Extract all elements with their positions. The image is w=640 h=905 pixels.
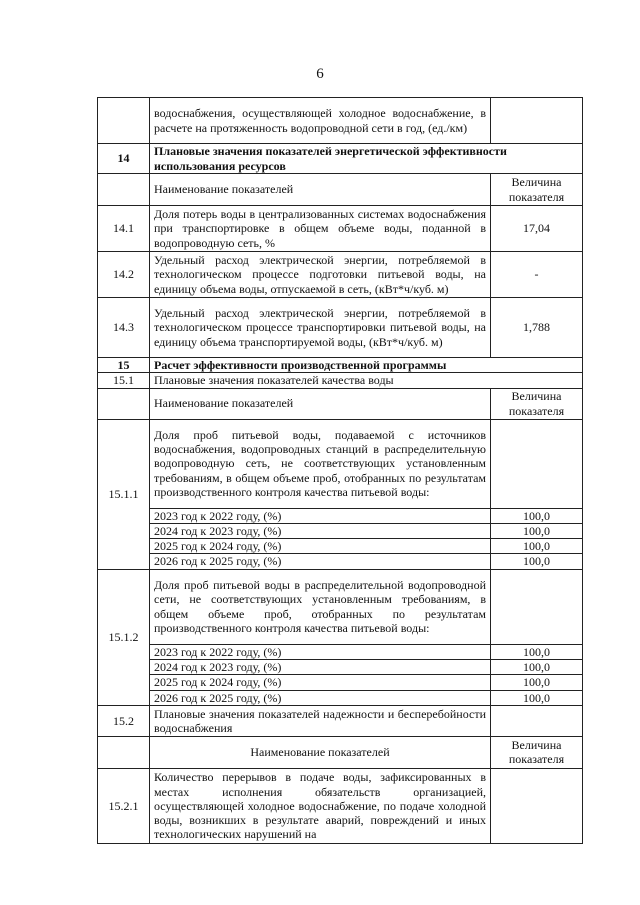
header-row xyxy=(98,174,583,206)
row-number: 14.1 xyxy=(98,206,150,252)
subsection-row xyxy=(98,705,583,736)
year-value: 100,0 xyxy=(491,644,583,659)
year-label: 2023 год к 2022 году, (%) xyxy=(150,644,491,659)
year-row xyxy=(98,508,583,523)
indicator-description: Удельный расход электрической энергии, потребляемой в технологическом процессе транспортировки питьевой воды, на единицу объема транспортируемой воды, (кВт*ч/куб. м) xyxy=(150,298,491,358)
year-label: 2025 год к 2024 году, (%) xyxy=(150,675,491,690)
header-row xyxy=(98,388,583,419)
section-number: 15 xyxy=(98,358,150,373)
indicator-description: Доля проб питьевой воды в распределительной водопроводной сети, не соответствующих установленным требованиям, в общем объеме проб, отобранных по результатам производственного контроля качества питьевой воды: xyxy=(150,569,491,644)
section-row xyxy=(98,144,583,174)
row-number: 15.2.1 xyxy=(98,768,150,843)
indicator-value xyxy=(491,419,583,508)
indicator-value: 1,788 xyxy=(491,298,583,358)
year-row xyxy=(98,523,583,538)
page-number: 6 xyxy=(316,66,324,82)
indicator-value: 17,04 xyxy=(491,206,583,252)
year-value: 100,0 xyxy=(491,675,583,690)
indicator-description: Доля проб питьевой воды, подаваемой с источников водоснабжения, водопроводных станций в распределительную водопроводную сеть, не соответствующих установленным требованиям, в общем объеме проб, отобранных по результатам производственного контроля качества питьевой воды: xyxy=(150,419,491,508)
year-value: 100,0 xyxy=(491,508,583,523)
table-row xyxy=(98,569,583,644)
year-value: 100,0 xyxy=(491,690,583,705)
year-label: 2024 год к 2023 году, (%) xyxy=(150,523,491,538)
subsection-title: Плановые значения показателей качества воды xyxy=(150,373,583,388)
table-row xyxy=(98,206,583,252)
row-number-cell xyxy=(98,98,150,144)
column-header-value: Величина показателя xyxy=(491,388,583,419)
subsection-row xyxy=(98,373,583,388)
indicator-value xyxy=(491,705,583,736)
year-row xyxy=(98,690,583,705)
indicator-description: водоснабжения, осуществляющей холодное водоснабжение, в расчете на протяженность водопроводной сети в год, (ед./км) xyxy=(150,98,491,144)
row-number-cell xyxy=(98,736,150,768)
year-row xyxy=(98,554,583,569)
table-row xyxy=(98,252,583,298)
subsection-title: Плановые значения показателей надежности и бесперебойности водоснабжения xyxy=(150,705,491,736)
year-row xyxy=(98,660,583,675)
section-title: Расчет эффективности производственной программы xyxy=(150,358,583,373)
row-number: 15.1.1 xyxy=(98,419,150,569)
section-title: Плановые значения показателей энергетической эффективности использования ресурсов xyxy=(150,144,583,174)
indicator-value: - xyxy=(491,252,583,298)
table-row xyxy=(98,768,583,843)
table-row xyxy=(98,419,583,508)
indicator-description: Количество перерывов в подаче воды, зафиксированных в местах исполнения обязательств организацией, осуществляющей холодное водоснабжение, по подаче холодной воды, возникших в результате аварий, повреждений и иных технологических нарушений на xyxy=(150,768,491,843)
row-number: 15.1.2 xyxy=(98,569,150,705)
column-header-name: Наименование показателей xyxy=(150,174,491,206)
column-header-value: Величина показателя xyxy=(491,736,583,768)
table-row xyxy=(98,98,583,144)
year-row xyxy=(98,539,583,554)
year-label: 2026 год к 2025 году, (%) xyxy=(150,554,491,569)
row-number-cell xyxy=(98,174,150,206)
indicator-description: Доля потерь воды в централизованных системах водоснабжения при транспортировке в общем объеме воды, поданной в водопроводную сеть, % xyxy=(150,206,491,252)
column-header-name: Наименование показателей xyxy=(150,388,491,419)
year-row xyxy=(98,644,583,659)
subsection-number: 15.2 xyxy=(98,705,150,736)
year-row xyxy=(98,675,583,690)
year-value: 100,0 xyxy=(491,539,583,554)
table-row xyxy=(98,298,583,358)
year-label: 2023 год к 2022 году, (%) xyxy=(150,508,491,523)
indicator-value xyxy=(491,768,583,843)
indicator-value xyxy=(491,98,583,144)
section-row xyxy=(98,358,583,373)
row-number: 14.2 xyxy=(98,252,150,298)
section-number: 14 xyxy=(98,144,150,174)
indicator-value xyxy=(491,569,583,644)
year-label: 2026 год к 2025 году, (%) xyxy=(150,690,491,705)
year-label: 2024 год к 2023 году, (%) xyxy=(150,660,491,675)
row-number: 14.3 xyxy=(98,298,150,358)
year-value: 100,0 xyxy=(491,523,583,538)
column-header-value: Величина показателя xyxy=(491,174,583,206)
header-row xyxy=(98,736,583,768)
indicators-table xyxy=(97,97,583,844)
indicator-description: Удельный расход электрической энергии, потребляемой в технологическом процессе подготовки питьевой воды, на единицу объема воды, отпускаемой в сеть, (кВт*ч/куб. м) xyxy=(150,252,491,298)
column-header-name: Наименование показателей xyxy=(150,736,491,768)
year-value: 100,0 xyxy=(491,554,583,569)
subsection-number: 15.1 xyxy=(98,373,150,388)
year-value: 100,0 xyxy=(491,660,583,675)
year-label: 2025 год к 2024 году, (%) xyxy=(150,539,491,554)
row-number-cell xyxy=(98,388,150,419)
